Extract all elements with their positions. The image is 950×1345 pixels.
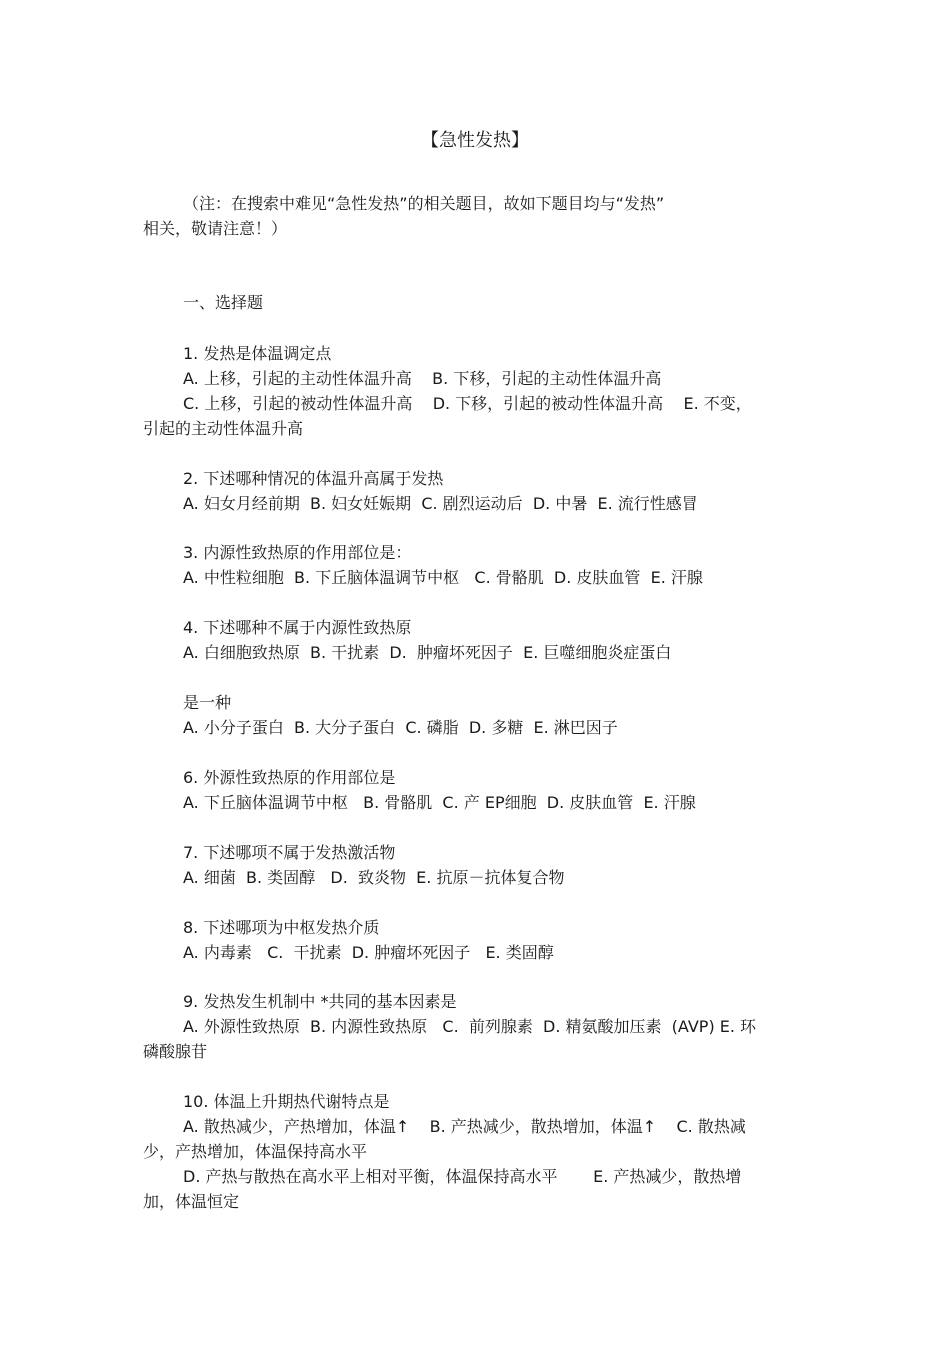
question-stem: 8. 下述哪项为中枢发热介质	[183, 918, 380, 937]
question-stem: 4. 下述哪种不属于内源性致热原	[183, 618, 412, 637]
note-line-1: （注：在搜索中难见“急性发热”的相关题目，故如下题目均与“发热”	[183, 194, 665, 213]
question-options: A. 细菌 B. 类固醇 D. 致炎物 E. 抗原－抗体复合物	[183, 868, 565, 887]
document-title: 【急性发热】	[421, 130, 529, 151]
question-options: A. 妇女月经前期 B. 妇女妊娠期 C. 剧烈运动后 D. 中暑 E. 流行性感冒	[183, 494, 698, 513]
question-options: A. 小分子蛋白 B. 大分子蛋白 C. 磷脂 D. 多糖 E. 淋巴因子	[183, 718, 618, 737]
question-options-continuation: 磷酸腺苷	[143, 1042, 208, 1061]
question-stem: 2. 下述哪种情况的体温升高属于发热	[183, 469, 444, 488]
question-options: A. 外源性致热原 B. 内源性致热原 C. 前列腺素 D. 精氨酸加压素 (AVP) E. 环	[183, 1017, 757, 1036]
question-options: A. 上移，引起的主动性体温升高 B. 下移，引起的主动性体温升高	[183, 369, 662, 388]
question-options: A. 散热减少，产热增加，体温↑ B. 产热减少，散热增加，体温↑ C. 散热减	[183, 1117, 746, 1136]
question-options-continuation: 加，体温恒定	[143, 1192, 240, 1211]
question-options: D. 产热与散热在高水平上相对平衡，体温保持高水平 E. 产热减少，散热增	[183, 1167, 742, 1186]
question-stem: 1. 发热是体温调定点	[183, 344, 332, 363]
question-options-continuation: 少，产热增加，体温保持高水平	[143, 1142, 368, 1161]
question-stem: 9. 发热发生机制中 *共同的基本因素是	[183, 992, 457, 1011]
question-stem: 6. 外源性致热原的作用部位是	[183, 768, 396, 787]
question-options: C. 上移，引起的被动性体温升高 D. 下移，引起的被动性体温升高 E. 不变，	[183, 394, 752, 413]
note-line-2: 相关，敬请注意！）	[143, 219, 288, 238]
question-options: A. 中性粒细胞 B. 下丘脑体温调节中枢 C. 骨骼肌 D. 皮肤血管 E. 汗腺	[183, 568, 703, 587]
question-options: A. 内毒素 C. 干扰素 D. 肿瘤坏死因子 E. 类固醇	[183, 943, 554, 962]
question-stem: 7. 下述哪项不属于发热激活物	[183, 843, 396, 862]
section-heading: 一、选择题	[183, 293, 264, 312]
question-stem: 是一种	[183, 693, 232, 712]
question-options-continuation: 引起的主动性体温升高	[143, 419, 304, 438]
question-stem: 10. 体温上升期热代谢特点是	[183, 1092, 390, 1111]
question-options: A. 下丘脑体温调节中枢 B. 骨骼肌 C. 产 EP细胞 D. 皮肤血管 E. 汗腺	[183, 793, 696, 812]
question-stem: 3. 内源性致热原的作用部位是：	[183, 543, 412, 562]
question-options: A. 白细胞致热原 B. 干扰素 D. 肿瘤坏死因子 E. 巨噬细胞炎症蛋白	[183, 643, 672, 662]
